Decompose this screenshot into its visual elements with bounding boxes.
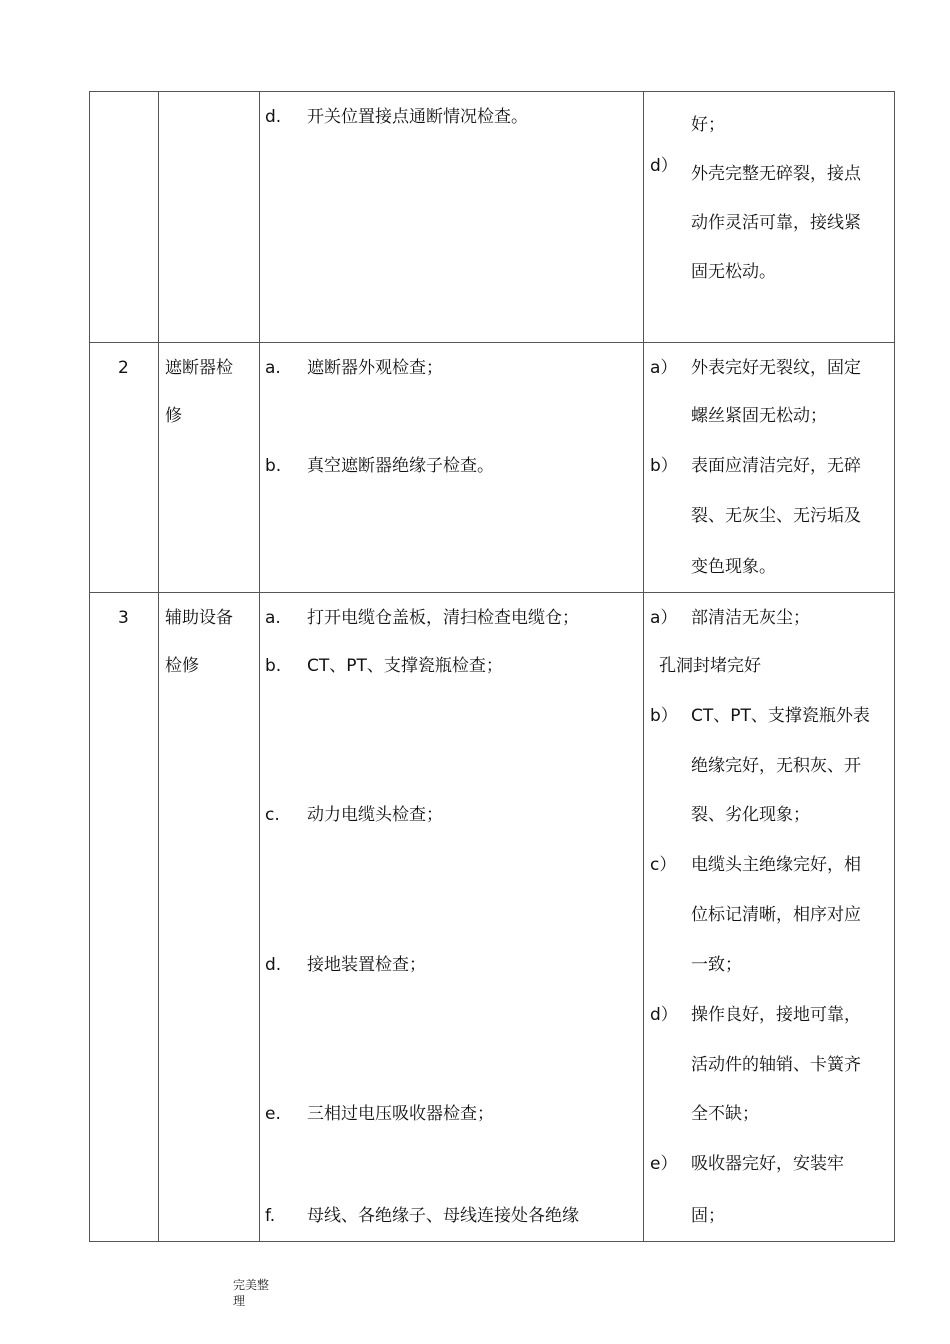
requirement-tag: d） [650, 1005, 678, 1025]
requirement-text: 孔洞封堵完好 [659, 656, 761, 676]
item-text: CT、PT、支撑瓷瓶检查； [307, 656, 503, 676]
requirement-text: 外表完好无裂纹，固定 [691, 358, 861, 378]
requirement-text: 固； [691, 1206, 725, 1226]
project-name: 遮断器检 [165, 358, 233, 378]
requirement-tag: c） [650, 855, 677, 875]
requirement-text: 部清洁无灰尘； [691, 608, 810, 628]
item-tag: f. [265, 1206, 276, 1226]
column-divider [894, 91, 895, 1242]
row-number: 3 [118, 608, 129, 628]
row-divider [89, 342, 895, 343]
project-name: 检修 [165, 656, 199, 676]
item-text: 三相过电压吸收器检查； [307, 1104, 494, 1124]
requirement-tag: a） [650, 358, 678, 378]
requirement-tag: b） [650, 706, 678, 726]
column-divider [259, 91, 260, 1242]
item-tag: d. [265, 955, 282, 975]
requirement-text: 螺丝紧固无松动； [691, 406, 827, 426]
column-divider [89, 91, 90, 1242]
item-tag: c. [265, 805, 280, 825]
item-tag: b. [265, 656, 282, 676]
footer-note: 完美整 [233, 1278, 270, 1292]
item-tag: a. [265, 608, 281, 628]
requirement-text: 一致； [691, 955, 742, 975]
item-tag: d. [265, 107, 282, 127]
item-text: 接地装置检查； [307, 955, 426, 975]
requirement-text: 外壳完整无碎裂，接点 [691, 164, 861, 184]
item-tag: a. [265, 358, 281, 378]
item-tag: b. [265, 456, 282, 476]
column-divider [643, 91, 644, 1242]
requirement-text: 表面应清洁完好，无碎 [691, 456, 861, 476]
requirement-text: 裂、无灰尘、无污垢及 [691, 506, 861, 526]
requirement-text: 固无松动。 [691, 262, 776, 282]
requirement-text: 活动件的轴销、卡簧齐 [691, 1055, 861, 1075]
item-text: 真空遮断器绝缘子检查。 [307, 456, 494, 476]
requirement-text: 绝缘完好，无积灰、开 [691, 756, 861, 776]
requirement-text: CT、PT、支撑瓷瓶外表 [691, 706, 870, 726]
table-border-top [89, 91, 895, 92]
project-name: 辅助设备 [165, 608, 233, 628]
requirement-text: 变色现象。 [691, 557, 776, 577]
item-text: 遮断器外观检查； [307, 358, 443, 378]
footer-note: 理 [233, 1294, 246, 1308]
requirement-tag: b） [650, 456, 678, 476]
item-text: 打开电缆仓盖板，清扫检查电缆仓； [307, 608, 579, 628]
requirement-tag: d） [650, 156, 678, 176]
requirement-text: 动作灵活可靠，接线紧 [691, 213, 861, 233]
requirement-text: 全不缺； [691, 1104, 759, 1124]
requirement-text: 电缆头主绝缘完好，相 [691, 855, 861, 875]
item-text: 动力电缆头检查； [307, 805, 443, 825]
item-text: 开关位置接点通断情况检查。 [307, 107, 528, 127]
table-border-bottom [89, 1241, 895, 1242]
requirement-text: 位标记清晰，相序对应 [691, 905, 861, 925]
item-text: 母线、各绝缘子、母线连接处各绝缘 [307, 1206, 579, 1226]
requirement-text: 裂、劣化现象； [691, 805, 810, 825]
requirement-tag: a） [650, 608, 678, 628]
column-divider [158, 91, 159, 1242]
requirement-text: 操作良好，接地可靠， [691, 1005, 861, 1025]
project-name: 修 [165, 406, 182, 426]
requirement-text: 吸收器完好，安装牢 [691, 1154, 844, 1174]
row-divider [89, 592, 895, 593]
item-tag: e. [265, 1104, 281, 1124]
row-number: 2 [118, 358, 129, 378]
requirement-tag: e） [650, 1154, 678, 1174]
requirement-text: 好； [691, 115, 725, 135]
